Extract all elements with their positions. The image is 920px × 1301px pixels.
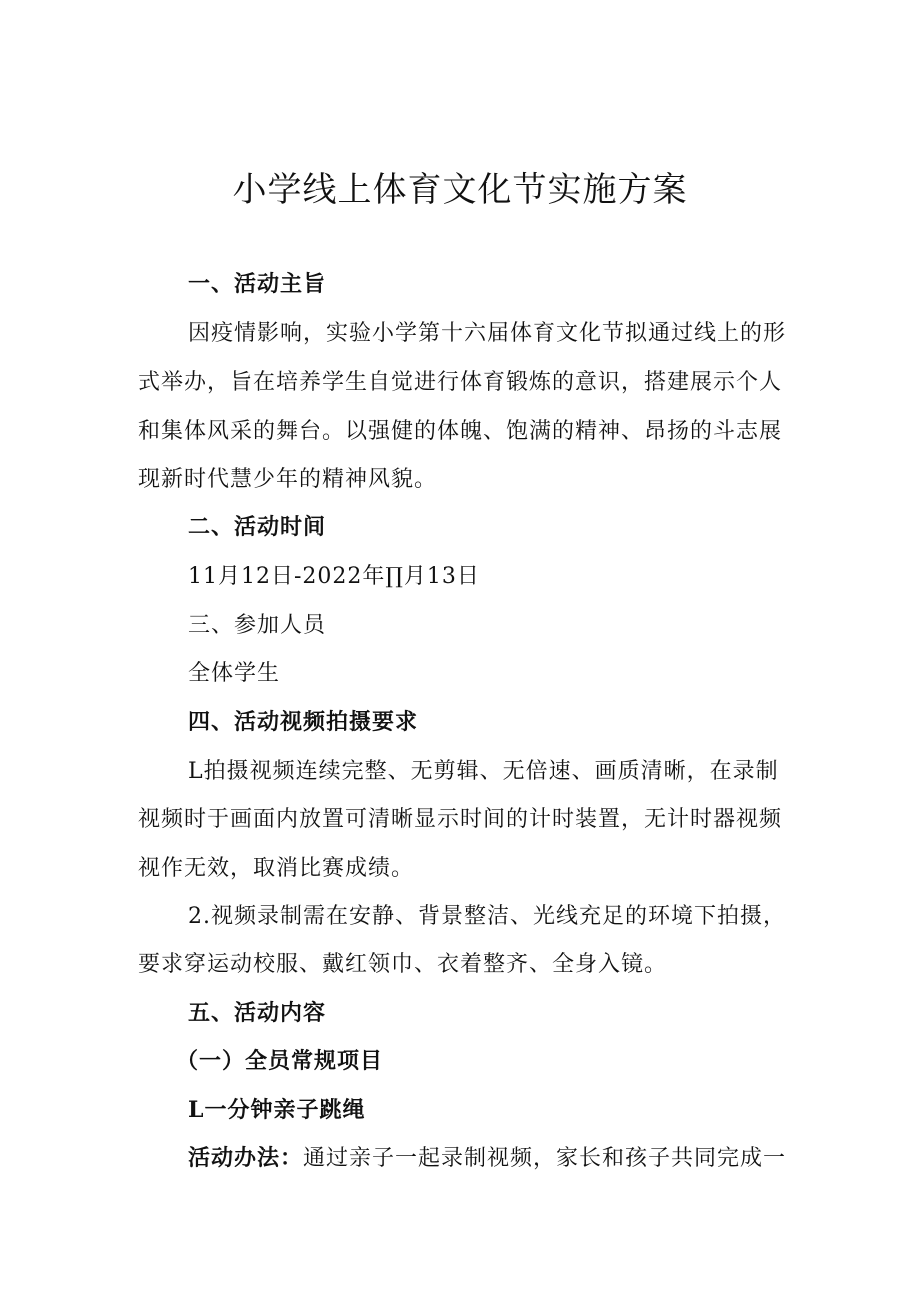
method-line [188,1141,786,1172]
item-heading-jump-rope: L一分钟亲子跳绳 [188,1097,366,1123]
requirement-line: 视频时于画面内放置可清晰显示时间的计时装置，无计时器视频 [138,807,783,832]
section-heading-participants: 三、参加人员 [188,613,327,638]
paragraph-line: 和集体风采的舞台。以强健的体魄、饱满的精神、昂扬的斗志展 [138,419,783,444]
section-heading-time: 二、活动时间 [188,514,327,540]
activity-time-text: 11月12日-2022年∏月13日 [188,564,480,589]
document-title: 小学线上体育文化节实施方案 [232,170,688,210]
requirement-line: 2.视频录制需在安静、背景整洁、光线充足的环境下拍摄， [188,904,786,929]
section-heading-video-requirements: 四、活动视频拍摄要求 [188,709,419,735]
requirement-line: L拍摄视频连续完整、无剪辑、无倍速、画质清晰，在录制 [188,759,779,784]
method-label: 活动办法： [188,1145,304,1171]
subsection-heading: （一）全员常规项目 [176,1048,384,1074]
paragraph-line: 现新时代慧少年的精神风貌。 [138,467,438,492]
paragraph-line: 式举办，旨在培养学生自觉进行体育锻炼的意识，搭建展示个人 [138,370,783,395]
participants-text: 全体学生 [188,661,281,686]
requirement-line: 视作无效，取消比赛成绩。 [138,856,415,881]
paragraph-line: 因疫情影响，实验小学第十六届体育文化节拟通过线上的形 [188,321,787,346]
section-heading-content: 五、活动内容 [188,1000,327,1026]
method-text: 通过亲子一起录制视频，家长和孩子共同完成一 [303,1146,787,1171]
section-heading-purpose: 一、活动主旨 [188,271,327,297]
requirement-line: 要求穿运动校服、戴红领巾、衣着整齐、全身入镜。 [138,952,668,977]
